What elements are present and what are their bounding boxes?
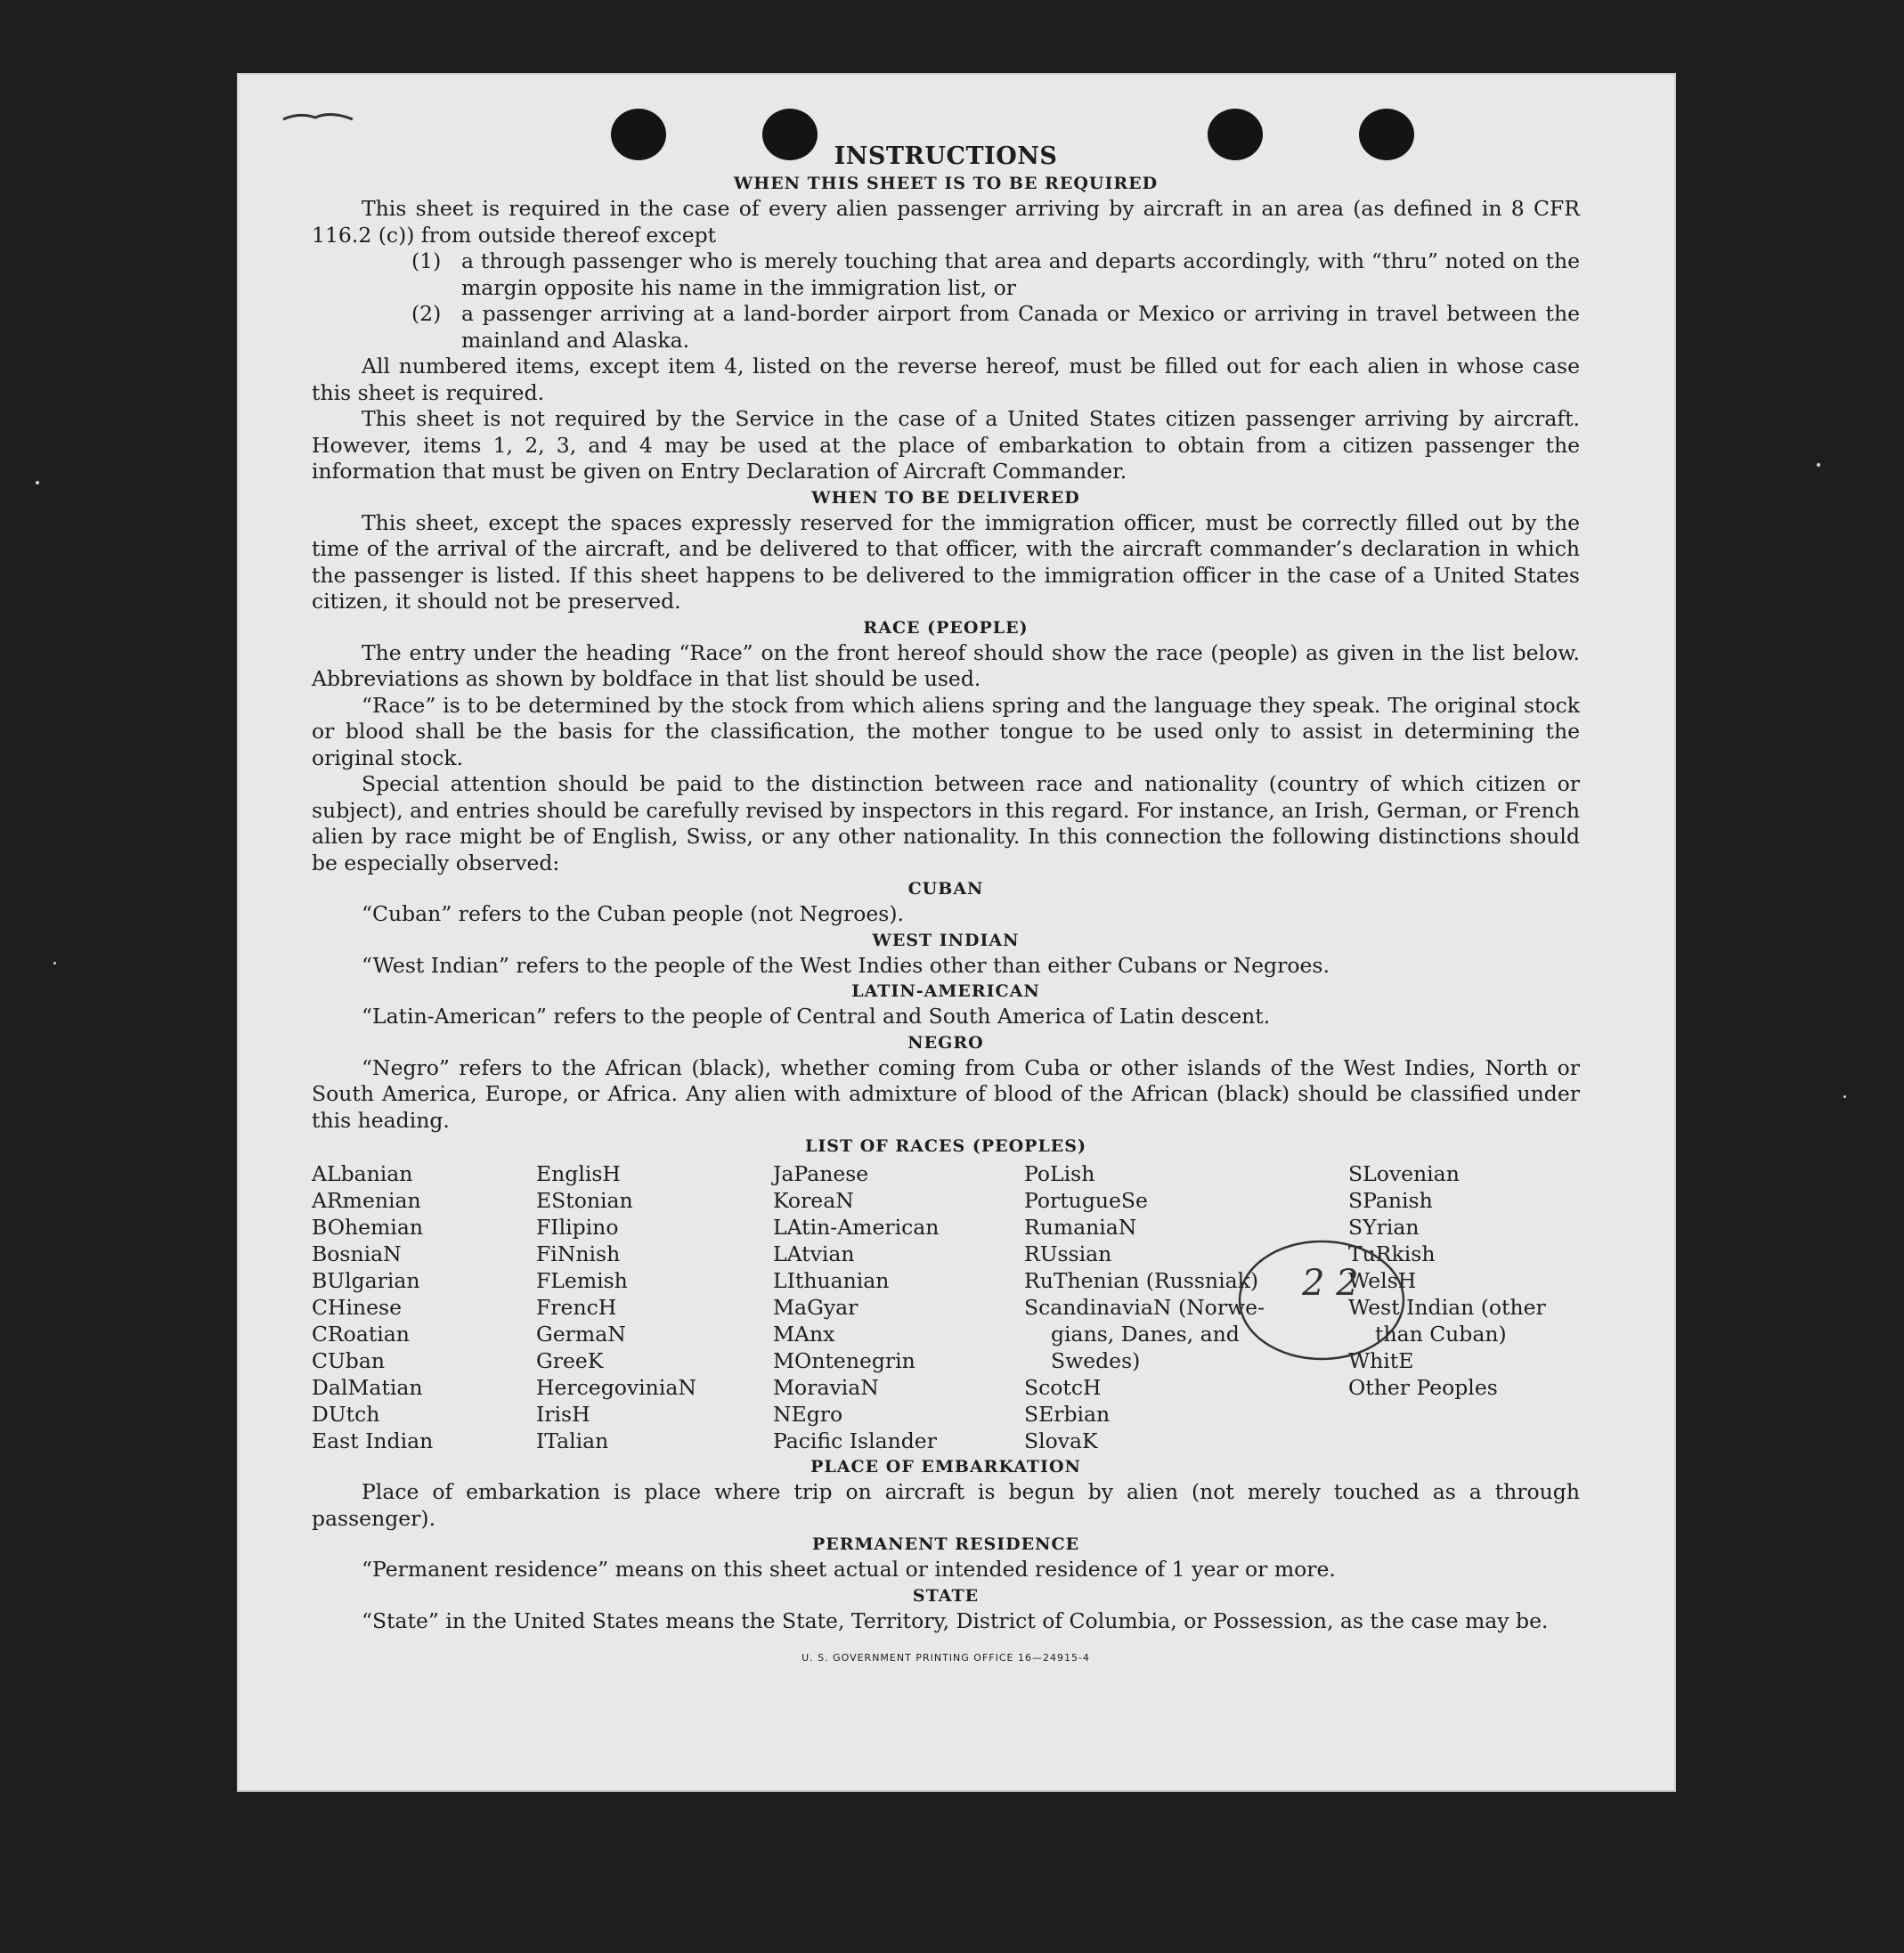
race-entry: CUban	[312, 1348, 385, 1373]
race-entry: LIthuanian	[773, 1268, 890, 1293]
race-entry: CRoatian	[312, 1322, 410, 1347]
section-heading: WHEN THIS SHEET IS TO BE REQUIRED	[733, 174, 1159, 193]
race-entry: LAtin-American	[773, 1215, 940, 1240]
item-number: (2)	[411, 301, 442, 326]
race-entry: TuRkish	[1348, 1241, 1436, 1266]
list-item	[312, 301, 1580, 354]
scan-dust	[53, 962, 56, 964]
paragraph: The entry under the heading “Race” on the front hereof should show the race (people) as given in the list below. Abbreviations as shown by boldface in that list should be used.	[312, 639, 1580, 691]
section-heading: LATIN-AMERICAN	[851, 981, 1040, 1001]
race-entry: FiNnish	[536, 1241, 621, 1266]
race-entry: Other Peoples	[1348, 1375, 1498, 1400]
race-entry: gians, Danes, and	[1051, 1322, 1240, 1347]
race-entry: ALbanian	[312, 1161, 413, 1186]
race-entry: GreeK	[536, 1348, 604, 1373]
race-entry: LAtvian	[773, 1241, 855, 1266]
document-page	[237, 73, 1676, 1792]
paragraph: Place of embarkation is place where trip on aircraft is begun by alien (not merely touched as a through passenger).	[312, 1479, 1580, 1531]
paragraph: “Permanent residence” means on this sheet actual or intended residence of 1 year or more.	[362, 1557, 1336, 1582]
item-text: a through passenger who is merely touching that area and departs accordingly, with “thru” noted on the margin opposite his name in the immigration list, or	[461, 248, 1580, 300]
race-entry: BOhemian	[312, 1215, 423, 1240]
race-entry: MoraviaN	[773, 1375, 879, 1400]
race-entry: MAnx	[773, 1322, 835, 1347]
race-entry: West Indian (other	[1348, 1295, 1546, 1320]
races-column	[312, 1160, 536, 1454]
section-heading: STATE	[912, 1585, 980, 1606]
handwritten-annotation	[1233, 1231, 1411, 1364]
race-entry: JaPanese	[773, 1161, 869, 1186]
item-text: a passenger arriving at a land-border airport from Canada or Mexico or arriving in travel between the mainland and Alaska.	[461, 301, 1580, 353]
section-heading: LIST OF RACES (PEOPLES)	[805, 1136, 1086, 1156]
race-entry: EStonian	[536, 1188, 633, 1213]
paragraph: Special attention should be paid to the distinction between race and nationality (country of which citizen or subject), and entries should be carefully revised by inspectors in this regard. For instance, an Irish, German, or French alien by race might be of English, Swiss, or any other nationality. In this connection the following distinctions should be especially observed:	[312, 771, 1580, 875]
race-entry: EnglisH	[536, 1161, 621, 1186]
section-heading: PLACE OF EMBARKATION	[810, 1457, 1081, 1477]
race-entry: FLemish	[536, 1268, 628, 1293]
section-heading: WEST INDIAN	[872, 930, 1020, 950]
section-heading: NEGRO	[907, 1032, 984, 1053]
race-entry: WelsH	[1348, 1268, 1417, 1293]
race-entry: ARmenian	[312, 1188, 421, 1213]
paragraph: “Cuban” refers to the Cuban people (not Negroes).	[362, 901, 905, 926]
race-entry: ITalian	[536, 1428, 609, 1453]
item-number: (1)	[411, 248, 442, 273]
race-entry: MOntenegrin	[773, 1348, 915, 1373]
race-entry: Swedes)	[1051, 1348, 1141, 1373]
race-entry: PortugueSe	[1024, 1188, 1148, 1213]
pencil-scribble	[281, 109, 362, 125]
race-entry: HercegoviniaN	[536, 1375, 696, 1400]
race-entry: than Cuban)	[1375, 1322, 1507, 1347]
paragraph: “Negro” refers to the African (black), whether coming from Cuba or other islands of the West Indies, North or South America, Europe, or Africa. Any alien with admixture of blood of the African (black) should be classified under this heading.	[312, 1054, 1580, 1133]
section-heading: CUBAN	[907, 879, 984, 899]
annotation-text: 2 2	[1302, 1263, 1359, 1304]
race-entry: Pacific Islander	[773, 1428, 937, 1453]
race-entry: ScandinaviaN (Norwe-	[1024, 1295, 1265, 1320]
scan-dust	[1843, 1095, 1846, 1098]
section-heading: PERMANENT RESIDENCE	[811, 1534, 1080, 1554]
paragraph: All numbered items, except item 4, listed on the reverse hereof, must be filled out for each alien in whose case this sheet is required.	[312, 354, 1580, 405]
race-entry: NEgro	[773, 1402, 843, 1427]
race-entry: East Indian	[312, 1428, 434, 1453]
list-item	[312, 248, 1580, 301]
race-entry: FrencH	[536, 1295, 617, 1320]
race-entry: SYrian	[1348, 1215, 1420, 1240]
race-entry: RuThenian (Russniak)	[1024, 1268, 1258, 1293]
race-entry: DalMatian	[312, 1375, 423, 1400]
scan-dust	[36, 481, 39, 484]
race-entry: MaGyar	[773, 1295, 858, 1320]
section-heading: RACE (PEOPLE)	[863, 617, 1029, 638]
page-title: INSTRUCTIONS	[834, 142, 1058, 170]
instructions-text	[312, 142, 1580, 1672]
races-column	[536, 1160, 773, 1454]
paragraph: This sheet, except the spaces expressly reserved for the immigration officer, must be correctly filled out by the time of the arrival of the aircraft, and be delivered to that officer, with the aircraft commander’s declaration in which the passenger is listed. If this sheet happens to be delivered to the immigration officer in the case of a United States citizen, it should not be preserved.	[312, 509, 1580, 614]
paragraph: This sheet is not required by the Service in the case of a United States citizen passenger arriving by aircraft. However, items 1, 2, 3, and 4 may be used at the place of embarkation to obtain from a citizen passenger the information that must be given on Entry Declaration of Aircraft Commander.	[312, 406, 1580, 484]
paragraph: “Race” is to be determined by the stock from which aliens spring and the language they speak. The original stock or blood shall be the basis for the classification, the mother tongue to be used only to assist in determining the original stock.	[312, 692, 1580, 770]
paragraph: This sheet is required in the case of every alien passenger arriving by aircraft in an area (as defined in 8 CFR 116.2 (c)) from outside thereof except	[312, 196, 1580, 248]
race-entry: FIlipino	[536, 1215, 619, 1240]
race-entry: BosniaN	[312, 1241, 402, 1266]
paragraph: “State” in the United States means the State, Territory, District of Columbia, or Possession, as the case may be.	[362, 1607, 1549, 1633]
race-entry: KoreaN	[773, 1188, 854, 1213]
section-heading: WHEN TO BE DELIVERED	[811, 487, 1080, 508]
printing-office-footer: U. S. GOVERNMENT PRINTING OFFICE 16—24915-4	[801, 1652, 1090, 1664]
race-entry: SLovenian	[1348, 1161, 1460, 1186]
race-entry: RUssian	[1024, 1241, 1112, 1266]
race-entry: WhitE	[1348, 1348, 1414, 1373]
race-entry: GermaN	[536, 1322, 626, 1347]
race-entry: SErbian	[1024, 1402, 1111, 1427]
paragraph: “West Indian” refers to the people of the West Indies other than either Cubans or Negroes.	[362, 952, 1330, 978]
race-entry: RumaniaN	[1024, 1215, 1137, 1240]
race-entry: IrisH	[536, 1402, 590, 1427]
race-entry: BUlgarian	[312, 1268, 420, 1293]
race-entry: PoLish	[1024, 1161, 1095, 1186]
race-entry: SPanish	[1348, 1188, 1433, 1213]
race-entry: CHinese	[312, 1295, 402, 1320]
races-column	[773, 1160, 1024, 1454]
race-entry: DUtch	[312, 1402, 380, 1427]
race-entry: ScotcH	[1024, 1375, 1102, 1400]
paragraph: “Latin-American” refers to the people of Central and South America of Latin descent.	[362, 1004, 1271, 1029]
scan-dust	[1817, 463, 1820, 467]
race-entry: SlovaK	[1024, 1428, 1098, 1453]
